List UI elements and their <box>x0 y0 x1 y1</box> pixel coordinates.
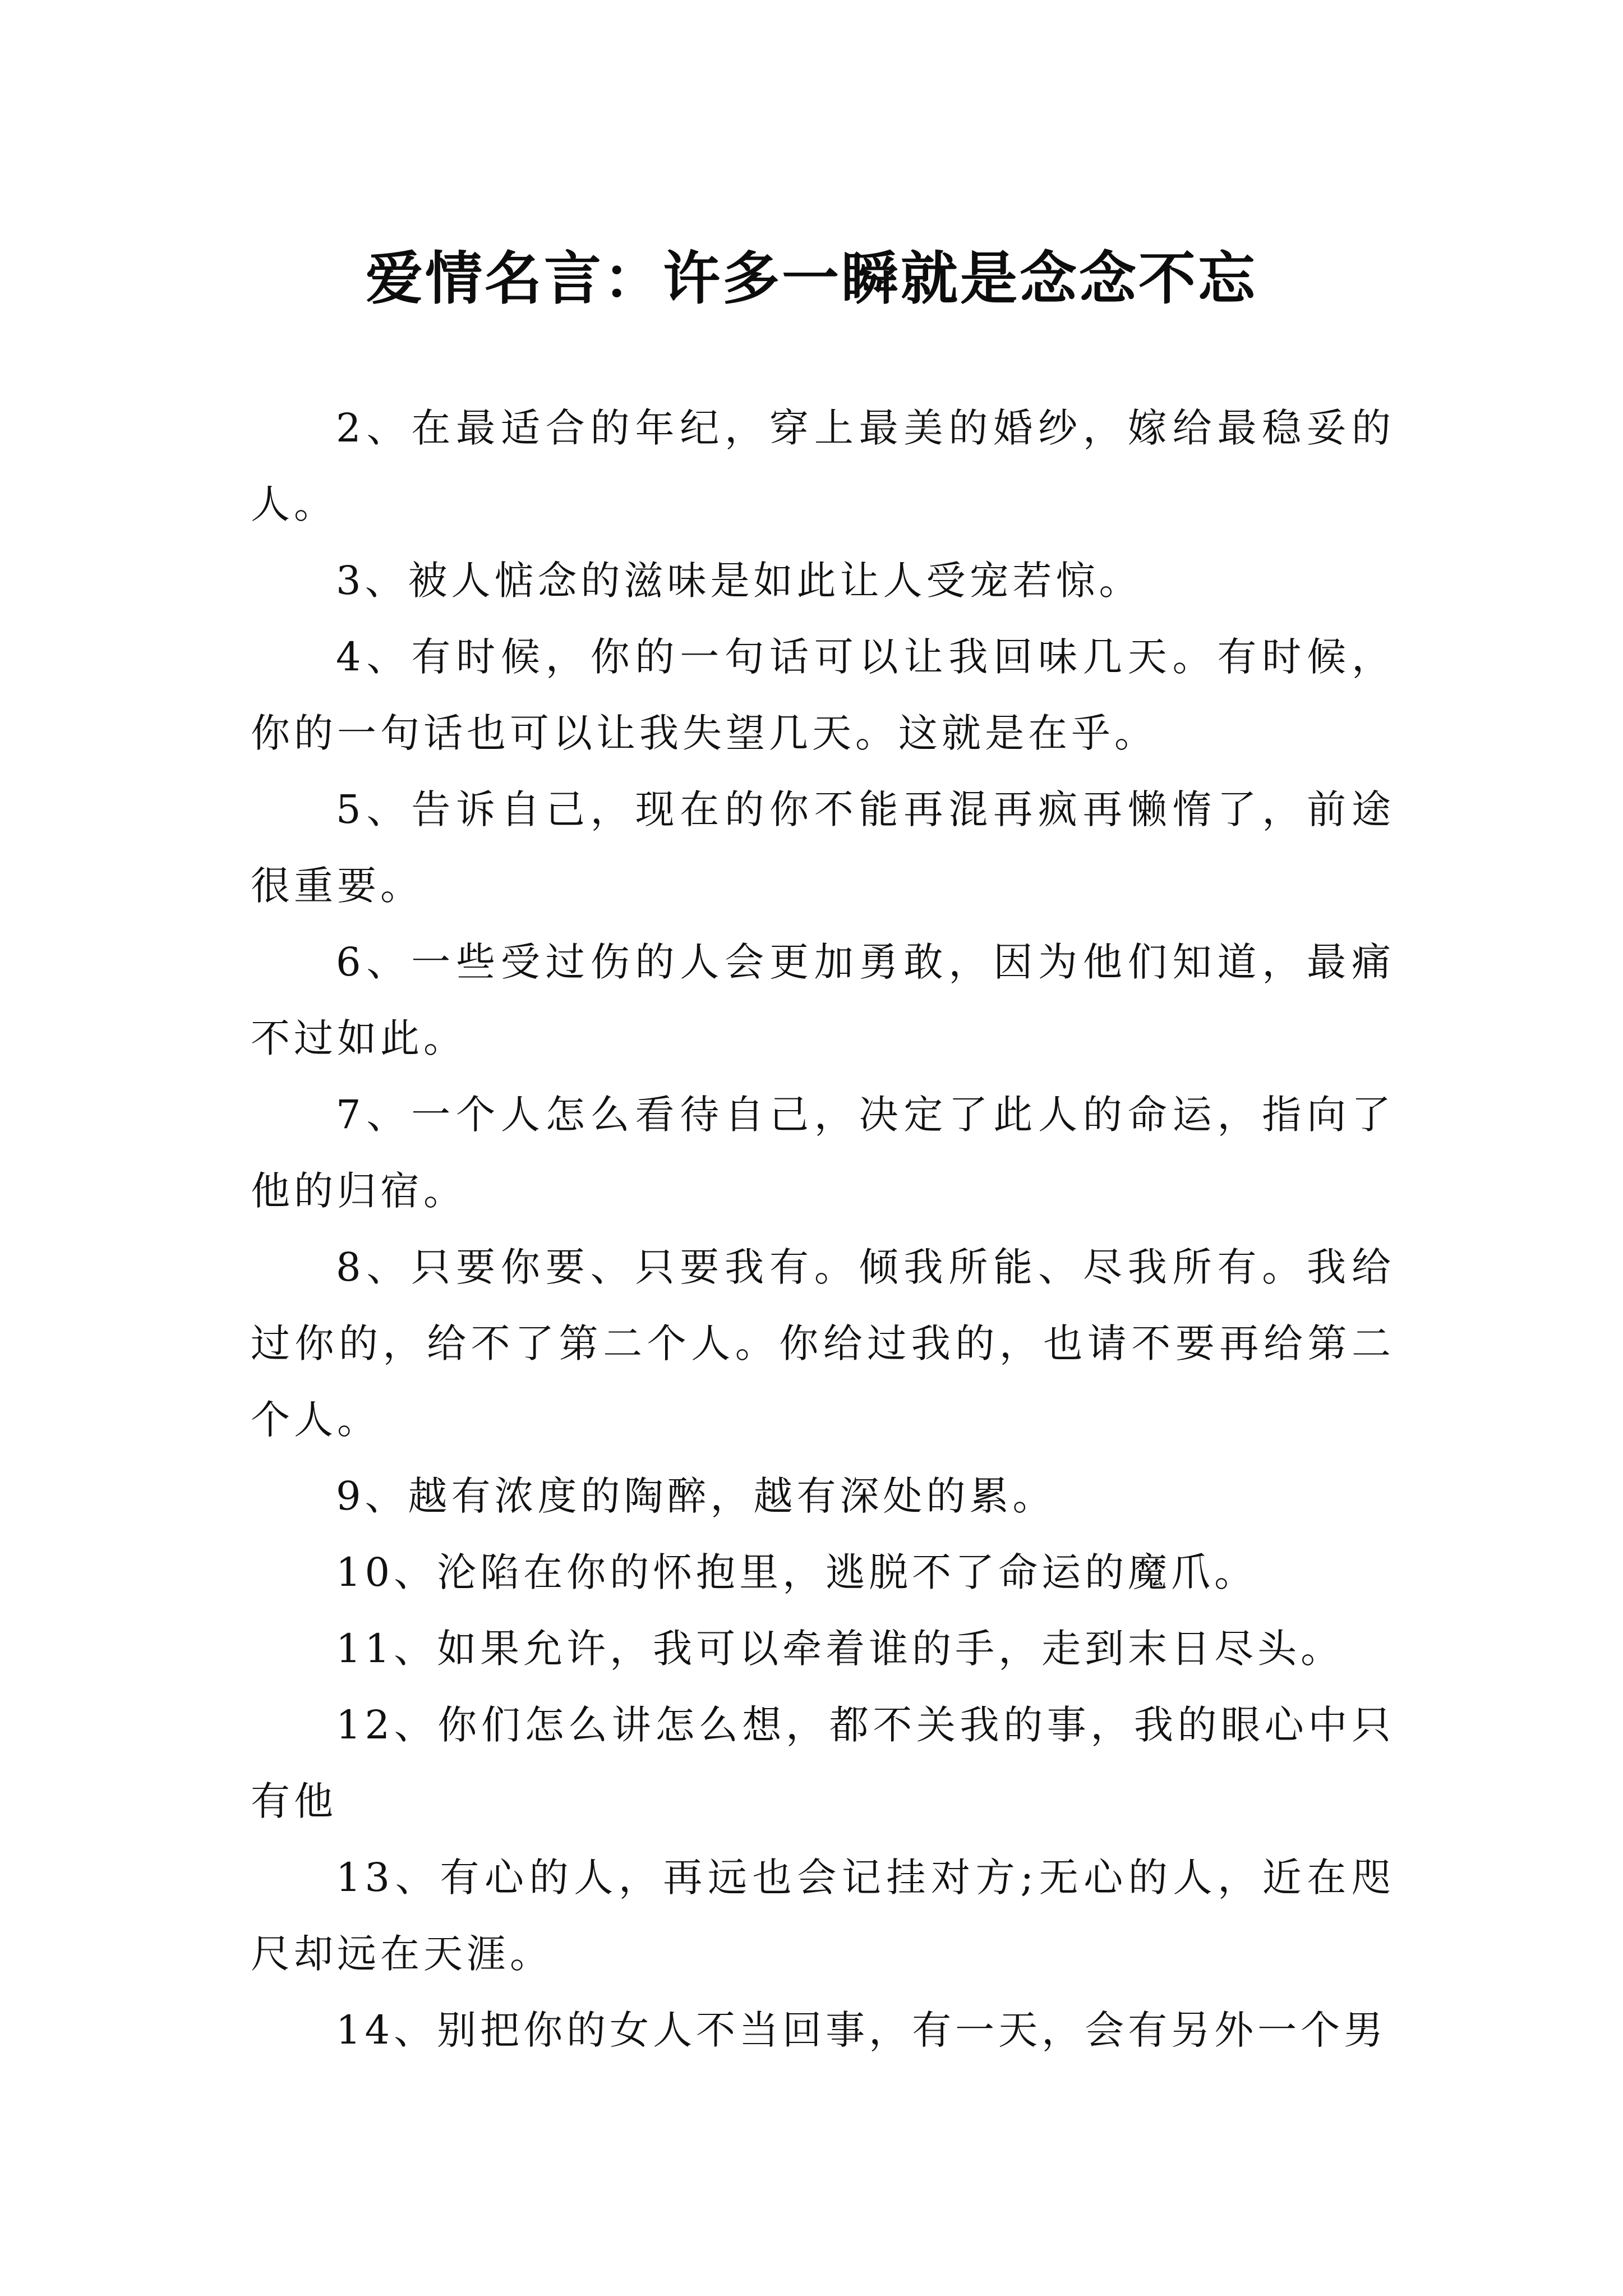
paragraph: 13、有心的人，再远也会记挂对方;无心的人，近在咫尺却远在天涯。 <box>251 1855 1395 1977</box>
paragraph: 10、沦陷在你的怀抱里，逃脱不了命运的魔爪。 <box>336 1549 1258 1595</box>
paragraph: 8、只要你要、只要我有。倾我所能、尽我所有。我给过你的，给不了第二个人。你给过我的，也请不要再给第二个人。 <box>251 1244 1395 1443</box>
paragraph: 2、在最适合的年纪，穿上最美的婚纱，嫁给最稳妥的人。 <box>251 405 1395 527</box>
paragraph: 5、告诉自己，现在的你不能再混再疯再懒惰了，前途很重要。 <box>251 786 1395 909</box>
paragraph: 7、一个人怎么看待自己，决定了此人的命运，指向了他的归宿。 <box>251 1092 1395 1214</box>
document-title: 爱情名言：许多一瞬就是念念不忘 <box>366 246 1257 313</box>
paragraph: 14、别把你的女人不当回事，有一天，会有另外一个男 <box>336 2007 1387 2053</box>
paragraph: 11、如果允许，我可以牵着谁的手，走到末日尽头。 <box>336 1626 1344 1672</box>
paragraph: 3、被人惦念的滋味是如此让人受宠若惊。 <box>336 558 1142 604</box>
paragraph: 12、你们怎么讲怎么想，都不关我的事，我的眼心中只有他 <box>251 1702 1395 1824</box>
paragraph: 4、有时候，你的一句话可以让我回味几天。有时候，你的一句话也可以让我失望几天。这就是在乎。 <box>251 634 1395 756</box>
paragraph: 6、一些受过伤的人会更加勇敢，因为他们知道，最痛不过如此。 <box>251 939 1395 1061</box>
document-body <box>251 390 1395 2068</box>
paragraph: 9、越有浓度的陶醉，越有深处的累。 <box>336 1473 1056 1519</box>
